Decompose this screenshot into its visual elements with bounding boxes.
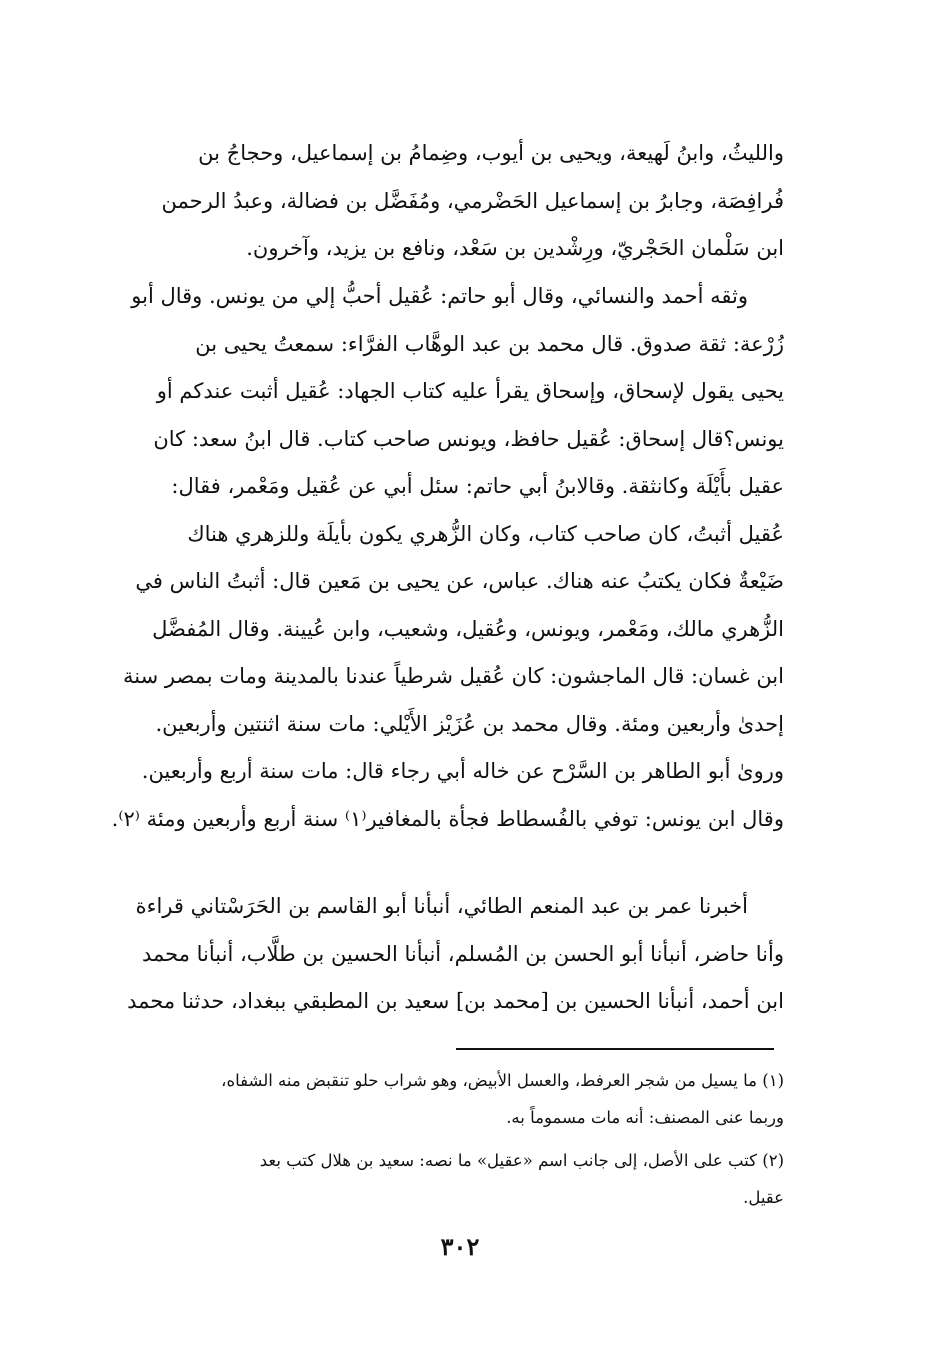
paragraph-isnad: [112, 883, 784, 1026]
text-line: عُقيل أثبتُ، كان صاحب كتاب، وكان الزُّهري يكون بأيلَة وللزهري هناك: [187, 521, 784, 546]
text-line: أخبرنا عمر بن عبد المنعم الطائي، أنبأنا أبو القاسم بن الحَرَسْتاني قراءة: [135, 894, 748, 918]
text-line: وروىٰ أبو الطاهر بن السَّرْح عن خاله أبي رجاء قال: مات سنة أربع وأربعين.: [141, 759, 784, 783]
text-line: ابن أحمد، أنبأنا الحسين بن [محمد بن] سعيد بن المطبقي ببغداد، حدثنا محمد: [127, 989, 784, 1013]
footnote-line: (١) ما يسيل من شجر العرفط، والعسل الأبيض، وهو شراب حلو تنقبض منه الشفاه،: [221, 1071, 784, 1090]
paragraph-narrators: [112, 130, 784, 273]
text-line: والليثُ، وابنُ لَهيعة، ويحيى بن أيوب، وضِمامُ بن إسماعيل، وحجاجُ بن: [198, 141, 784, 165]
text-line: وأنا حاضر، أنبأنا أبو الحسن بن المُسلم، أنبأنا الحسين بن طلَّاب، أنبأنا محمد: [142, 941, 784, 966]
paragraph-assessment: [112, 273, 784, 843]
text-line: الزُّهري مالك، ومَعْمر، ويونس، وعُقيل، وشعيب، وابن عُيينة. وقال المُفضَّل: [152, 616, 784, 641]
text-line: وثقه أحمد والنسائي، وقال أبو حاتم: عُقيل أحبُّ إلي من يونس. وقال أبو: [131, 284, 748, 308]
page-number: ٣٠٢: [440, 1232, 480, 1261]
text-line: ابن سَلْمان الحَجْريّ، ورِشْدين بن سَعْد، ونافع بن يزيد، وآخرون.: [246, 236, 784, 260]
footnote-line: (٢) كتب على الأصل، إلى جانب اسم «عقيل» ما نصه: سعيد بن هلال كتب بعد: [259, 1151, 784, 1170]
footnote-line: وربما عنى المصنف: أنه مات مسموماً به.: [506, 1108, 784, 1127]
text-line: وقال ابن يونس: توفي بالفُسطاط فجأة بالمغافير⁽١⁾ سنة أربع وأربعين ومئة ⁽٢⁾.: [112, 806, 784, 831]
text-line: فُرافِصَة، وجابرُ بن إسماعيل الحَضْرمي، ومُفَضَّل بن فضالة، وعبدُ الرحمن: [161, 188, 784, 213]
text-line: إحدىٰ وأربعين ومئة. وقال محمد بن عُزَيْز الأَيْلي: مات سنة اثنتين وأربعين.: [155, 711, 784, 736]
footnote-divider: [456, 1048, 774, 1050]
footnote-line: عقيل.: [743, 1188, 784, 1207]
text-line: ضَيْعةٌ فكان يكتبُ عنه هناك. عباس، عن يحيى بن مَعين قال: أثبتُ الناس في: [135, 569, 784, 593]
text-line: زُرْعة: ثقة صدوق. قال محمد بن عبد الوهَّاب الفرَّاء: سمعتُ يحيى بن: [195, 331, 784, 356]
text-line: ابن غسان: قال الماجشون: كان عُقيل شرطياً عندنا بالمدينة ومات بمصر سنة: [123, 664, 784, 688]
text-line: يونس؟قال إسحاق: عُقيل حافظ، ويونس صاحب كتاب. قال ابنُ سعد: كان: [153, 426, 784, 451]
text-line: يحيى يقول لإسحاق، وإسحاق يقرأ عليه كتاب الجهاد: عُقيل أثبت عندكم أو: [156, 379, 784, 403]
footnotes: [112, 1062, 784, 1216]
text-line: عقيل بأَيْلَة وكانثقة. وقالابنُ أبي حاتم: سئل أبي عن عُقيل ومَعْمر، فقال:: [171, 474, 784, 498]
